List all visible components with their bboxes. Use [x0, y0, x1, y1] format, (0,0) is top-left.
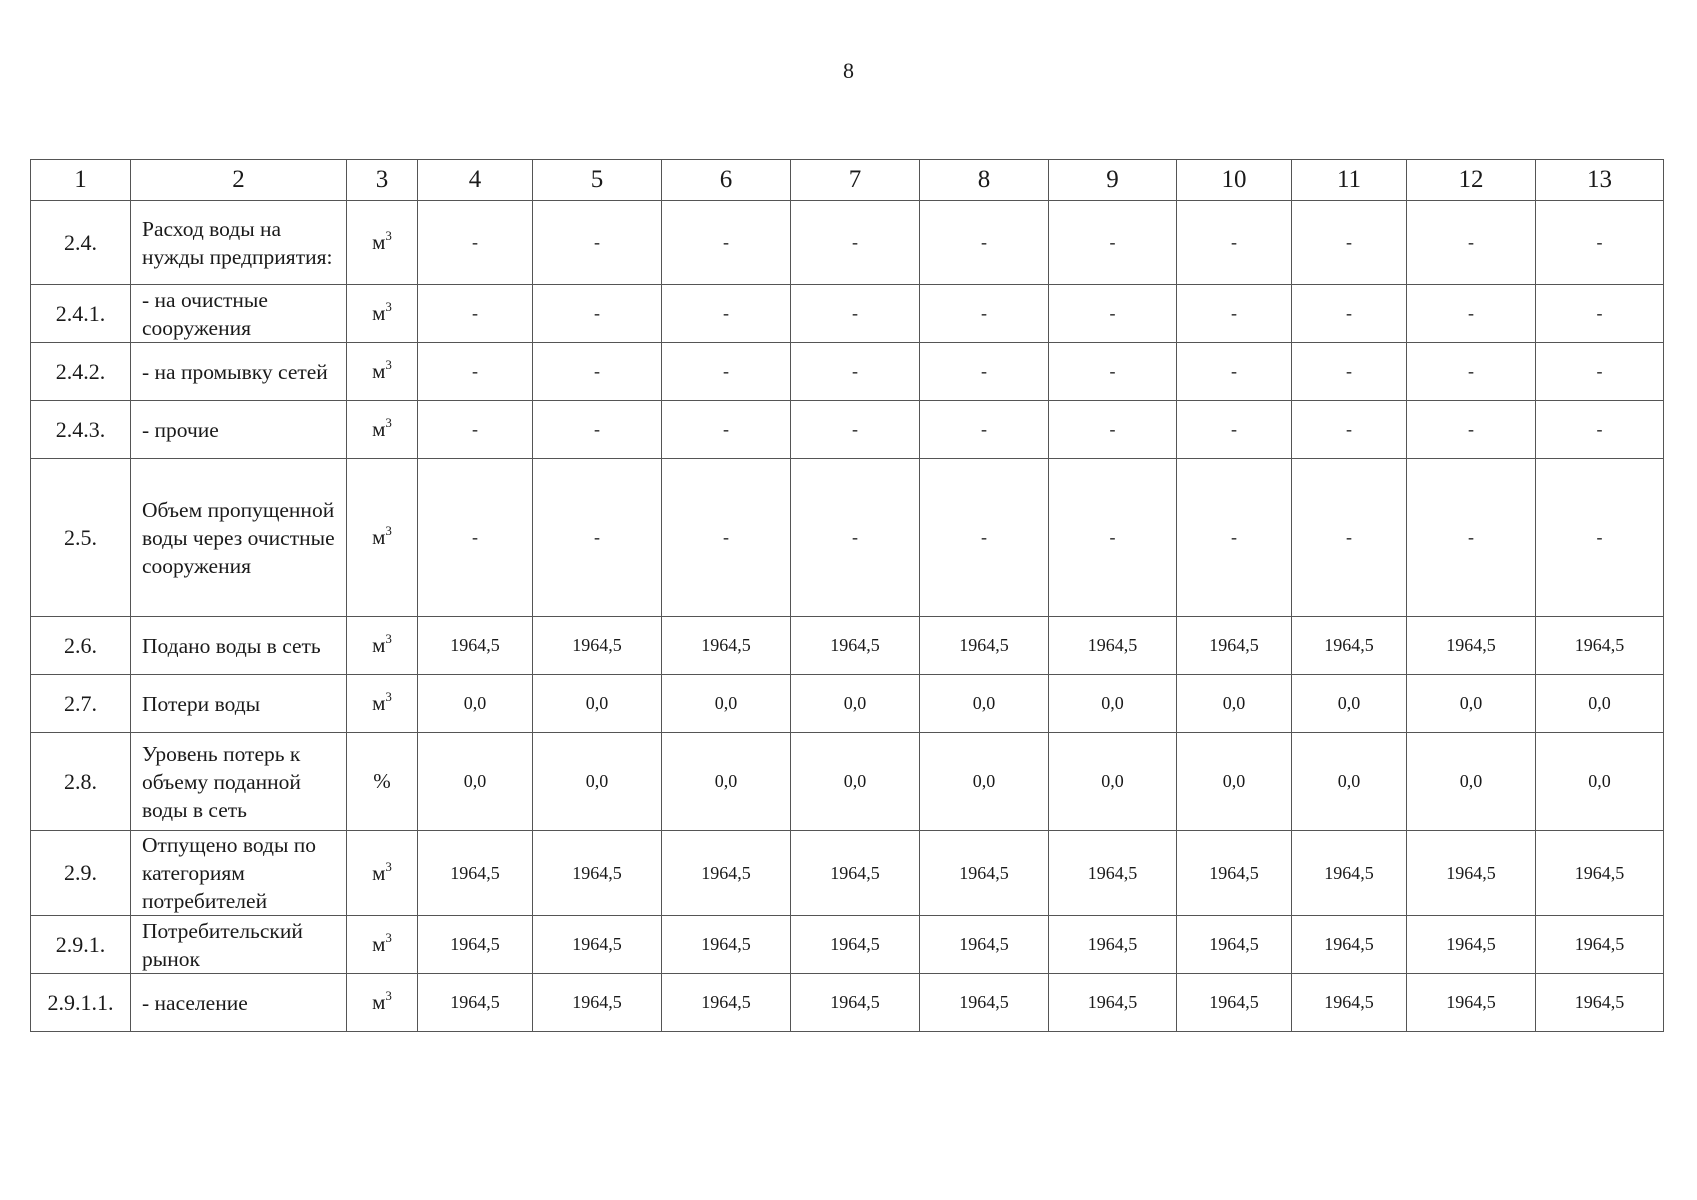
table-row	[31, 459, 1664, 617]
table-cell: -	[1407, 285, 1536, 343]
table-cell: 1964,5	[1177, 916, 1292, 974]
table-cell: 0,0	[1177, 675, 1292, 733]
table-cell: -	[1292, 459, 1407, 617]
row-unit	[347, 974, 418, 1032]
table-cell: -	[533, 201, 662, 285]
table-cell: 0,0	[920, 733, 1049, 831]
table-cell: 1964,5	[791, 974, 920, 1032]
unit-label: м	[372, 301, 386, 325]
table-cell: -	[1292, 201, 1407, 285]
table-cell: 1964,5	[1049, 916, 1177, 974]
table-cell: -	[662, 401, 791, 459]
table-cell: 1964,5	[662, 974, 791, 1032]
table-cell: 0,0	[1292, 675, 1407, 733]
row-name: Подано воды в сеть	[131, 617, 347, 675]
row-code: 2.9.1.	[31, 916, 131, 974]
table-row	[31, 401, 1664, 459]
table-cell: 1964,5	[920, 916, 1049, 974]
table-cell: -	[791, 459, 920, 617]
table-cell: 0,0	[418, 733, 533, 831]
table-cell: 0,0	[1407, 675, 1536, 733]
table-cell: 1964,5	[791, 831, 920, 916]
table-cell: 0,0	[920, 675, 1049, 733]
table-cell: -	[791, 343, 920, 401]
table-cell: -	[533, 459, 662, 617]
row-name: Потребительский рынок	[131, 916, 347, 974]
unit-label: м	[372, 230, 386, 254]
table-cell: -	[1536, 343, 1664, 401]
unit-label: м	[372, 860, 386, 885]
table-cell: -	[418, 201, 533, 285]
table-cell: -	[791, 201, 920, 285]
table-cell: 1964,5	[1407, 916, 1536, 974]
table-cell: 0,0	[1292, 733, 1407, 831]
table-cell: -	[920, 343, 1049, 401]
row-code: 2.8.	[31, 733, 131, 831]
table-cell: 1964,5	[1407, 974, 1536, 1032]
table-cell: 1964,5	[533, 617, 662, 675]
table-cell: 0,0	[1049, 675, 1177, 733]
table-cell: -	[533, 343, 662, 401]
data-table	[30, 159, 1664, 1032]
table-cell: 1964,5	[1536, 974, 1664, 1032]
unit-superscript: 3	[385, 357, 392, 372]
table-cell: -	[1292, 401, 1407, 459]
table-cell: -	[662, 459, 791, 617]
row-name: - население	[131, 974, 347, 1032]
column-header: 9	[1049, 160, 1177, 201]
row-unit	[347, 285, 418, 343]
table-cell: -	[1049, 343, 1177, 401]
unit-label: м	[372, 990, 386, 1014]
table-cell: 0,0	[1177, 733, 1292, 831]
column-header: 10	[1177, 160, 1292, 201]
unit-label: м	[372, 932, 386, 956]
table-cell: -	[791, 285, 920, 343]
table-cell: 1964,5	[533, 831, 662, 916]
unit-superscript: 3	[385, 988, 392, 1003]
table-cell: 1964,5	[920, 831, 1049, 916]
table-cell: -	[1407, 401, 1536, 459]
table-cell: 1964,5	[418, 617, 533, 675]
table-cell: 0,0	[662, 733, 791, 831]
table-cell: -	[1177, 201, 1292, 285]
table-cell: 1964,5	[662, 831, 791, 916]
table-cell: 1964,5	[1536, 831, 1664, 916]
row-name: Объем пропущенной воды через очистные сооружения	[131, 459, 347, 617]
table-cell: 1964,5	[1407, 617, 1536, 675]
table-cell: 0,0	[791, 675, 920, 733]
table-cell: 1964,5	[1292, 916, 1407, 974]
row-unit	[347, 675, 418, 733]
column-header: 1	[31, 160, 131, 201]
table-cell: 1964,5	[1536, 916, 1664, 974]
table-cell: -	[1177, 343, 1292, 401]
table-cell: -	[1407, 459, 1536, 617]
table-cell: 1964,5	[418, 831, 533, 916]
table-cell: -	[1177, 459, 1292, 617]
unit-label: м	[372, 359, 386, 383]
table-cell: 1964,5	[1177, 974, 1292, 1032]
table-cell: 1964,5	[791, 916, 920, 974]
table-cell: 1964,5	[920, 617, 1049, 675]
table-cell: -	[1407, 201, 1536, 285]
unit-superscript: 3	[385, 858, 392, 874]
table-cell: -	[418, 343, 533, 401]
unit-superscript: 3	[385, 415, 392, 430]
unit-label: м	[372, 691, 386, 715]
row-code: 2.4.1.	[31, 285, 131, 343]
table-cell: -	[1536, 401, 1664, 459]
table-cell: -	[791, 401, 920, 459]
row-code: 2.4.3.	[31, 401, 131, 459]
table-cell: 1964,5	[1292, 974, 1407, 1032]
table-cell: -	[418, 285, 533, 343]
row-code: 2.4.2.	[31, 343, 131, 401]
table-row	[31, 617, 1664, 675]
table-cell: -	[1049, 201, 1177, 285]
table-cell: 1964,5	[533, 916, 662, 974]
table-cell: 1964,5	[662, 617, 791, 675]
row-name: Потери воды	[131, 675, 347, 733]
table-cell: -	[533, 285, 662, 343]
row-code: 2.4.	[31, 201, 131, 285]
table-cell: 1964,5	[533, 974, 662, 1032]
table-cell: -	[1407, 343, 1536, 401]
row-unit	[347, 733, 418, 831]
unit-superscript: 3	[385, 631, 392, 646]
table-cell: -	[1177, 285, 1292, 343]
table-cell: 1964,5	[1407, 831, 1536, 916]
column-header: 3	[347, 160, 418, 201]
table-cell: 1964,5	[1049, 831, 1177, 916]
table-row	[31, 831, 1664, 916]
column-header: 5	[533, 160, 662, 201]
row-code: 2.6.	[31, 617, 131, 675]
table-cell: 1964,5	[920, 974, 1049, 1032]
row-code: 2.5.	[31, 459, 131, 617]
table-row	[31, 675, 1664, 733]
table-cell: 0,0	[1536, 733, 1664, 831]
unit-superscript: 3	[385, 689, 392, 704]
row-code: 2.9.1.1.	[31, 974, 131, 1032]
row-name: Отпущено воды по категориям потребителей	[131, 831, 347, 916]
column-header: 8	[920, 160, 1049, 201]
table-cell: -	[418, 401, 533, 459]
table-cell: -	[662, 343, 791, 401]
table-cell: -	[662, 201, 791, 285]
row-name: Расход воды на нужды предприятия:	[131, 201, 347, 285]
table-row	[31, 201, 1664, 285]
table-cell: 1964,5	[418, 974, 533, 1032]
table-cell: -	[1292, 343, 1407, 401]
column-header: 13	[1536, 160, 1664, 201]
table-cell: 1964,5	[1292, 831, 1407, 916]
table-cell: 0,0	[662, 675, 791, 733]
table-body	[31, 201, 1664, 1032]
row-code: 2.9.	[31, 831, 131, 916]
row-name: - на промывку сетей	[131, 343, 347, 401]
table-cell: 1964,5	[662, 916, 791, 974]
column-header: 12	[1407, 160, 1536, 201]
table-cell: -	[920, 285, 1049, 343]
unit-superscript: 3	[385, 930, 392, 945]
column-header: 4	[418, 160, 533, 201]
table-cell: -	[418, 459, 533, 617]
unit-label: м	[372, 633, 386, 657]
table-cell: 1964,5	[418, 916, 533, 974]
row-unit	[347, 401, 418, 459]
table-cell: -	[920, 401, 1049, 459]
page-number: 8	[843, 58, 854, 83]
row-unit	[347, 459, 418, 617]
table-cell: 1964,5	[1292, 617, 1407, 675]
table-cell: -	[1292, 285, 1407, 343]
table-cell: 1964,5	[791, 617, 920, 675]
table-cell: -	[1536, 285, 1664, 343]
table-cell: 0,0	[533, 675, 662, 733]
row-unit	[347, 343, 418, 401]
table-cell: -	[920, 459, 1049, 617]
table-cell: -	[533, 401, 662, 459]
table-cell: -	[1536, 201, 1664, 285]
column-header: 11	[1292, 160, 1407, 201]
table-cell: -	[1536, 459, 1664, 617]
table-row	[31, 733, 1664, 831]
table-cell: 0,0	[533, 733, 662, 831]
column-header: 7	[791, 160, 920, 201]
table-cell: -	[1049, 459, 1177, 617]
column-header: 2	[131, 160, 347, 201]
table-cell: 0,0	[418, 675, 533, 733]
table-cell: -	[1177, 401, 1292, 459]
table-cell: -	[920, 201, 1049, 285]
table-cell: 0,0	[1536, 675, 1664, 733]
unit-superscript: 3	[385, 228, 392, 243]
row-name: - на очистные сооружения	[131, 285, 347, 343]
table-cell: -	[1049, 285, 1177, 343]
row-unit	[347, 201, 418, 285]
row-name: - прочие	[131, 401, 347, 459]
table-row	[31, 343, 1664, 401]
table-cell: 0,0	[791, 733, 920, 831]
column-header: 6	[662, 160, 791, 201]
row-unit	[347, 916, 418, 974]
table-cell: -	[662, 285, 791, 343]
table-row	[31, 285, 1664, 343]
unit-label: м	[372, 417, 386, 441]
unit-label: %	[373, 769, 391, 793]
row-name: Уровень потерь к объему поданной воды в сеть	[131, 733, 347, 831]
table-cell: -	[1049, 401, 1177, 459]
unit-label: м	[372, 525, 386, 549]
table-row	[31, 974, 1664, 1032]
header-row	[31, 160, 1664, 201]
table-cell: 0,0	[1407, 733, 1536, 831]
row-unit	[347, 617, 418, 675]
row-unit	[347, 831, 418, 916]
table-cell: 1964,5	[1049, 974, 1177, 1032]
table-cell: 1964,5	[1536, 617, 1664, 675]
unit-superscript: 3	[385, 523, 392, 538]
table-row	[31, 916, 1664, 974]
table-cell: 0,0	[1049, 733, 1177, 831]
row-code: 2.7.	[31, 675, 131, 733]
table-cell: 1964,5	[1177, 617, 1292, 675]
table-cell: 1964,5	[1049, 617, 1177, 675]
unit-superscript: 3	[385, 299, 392, 314]
table-cell: 1964,5	[1177, 831, 1292, 916]
